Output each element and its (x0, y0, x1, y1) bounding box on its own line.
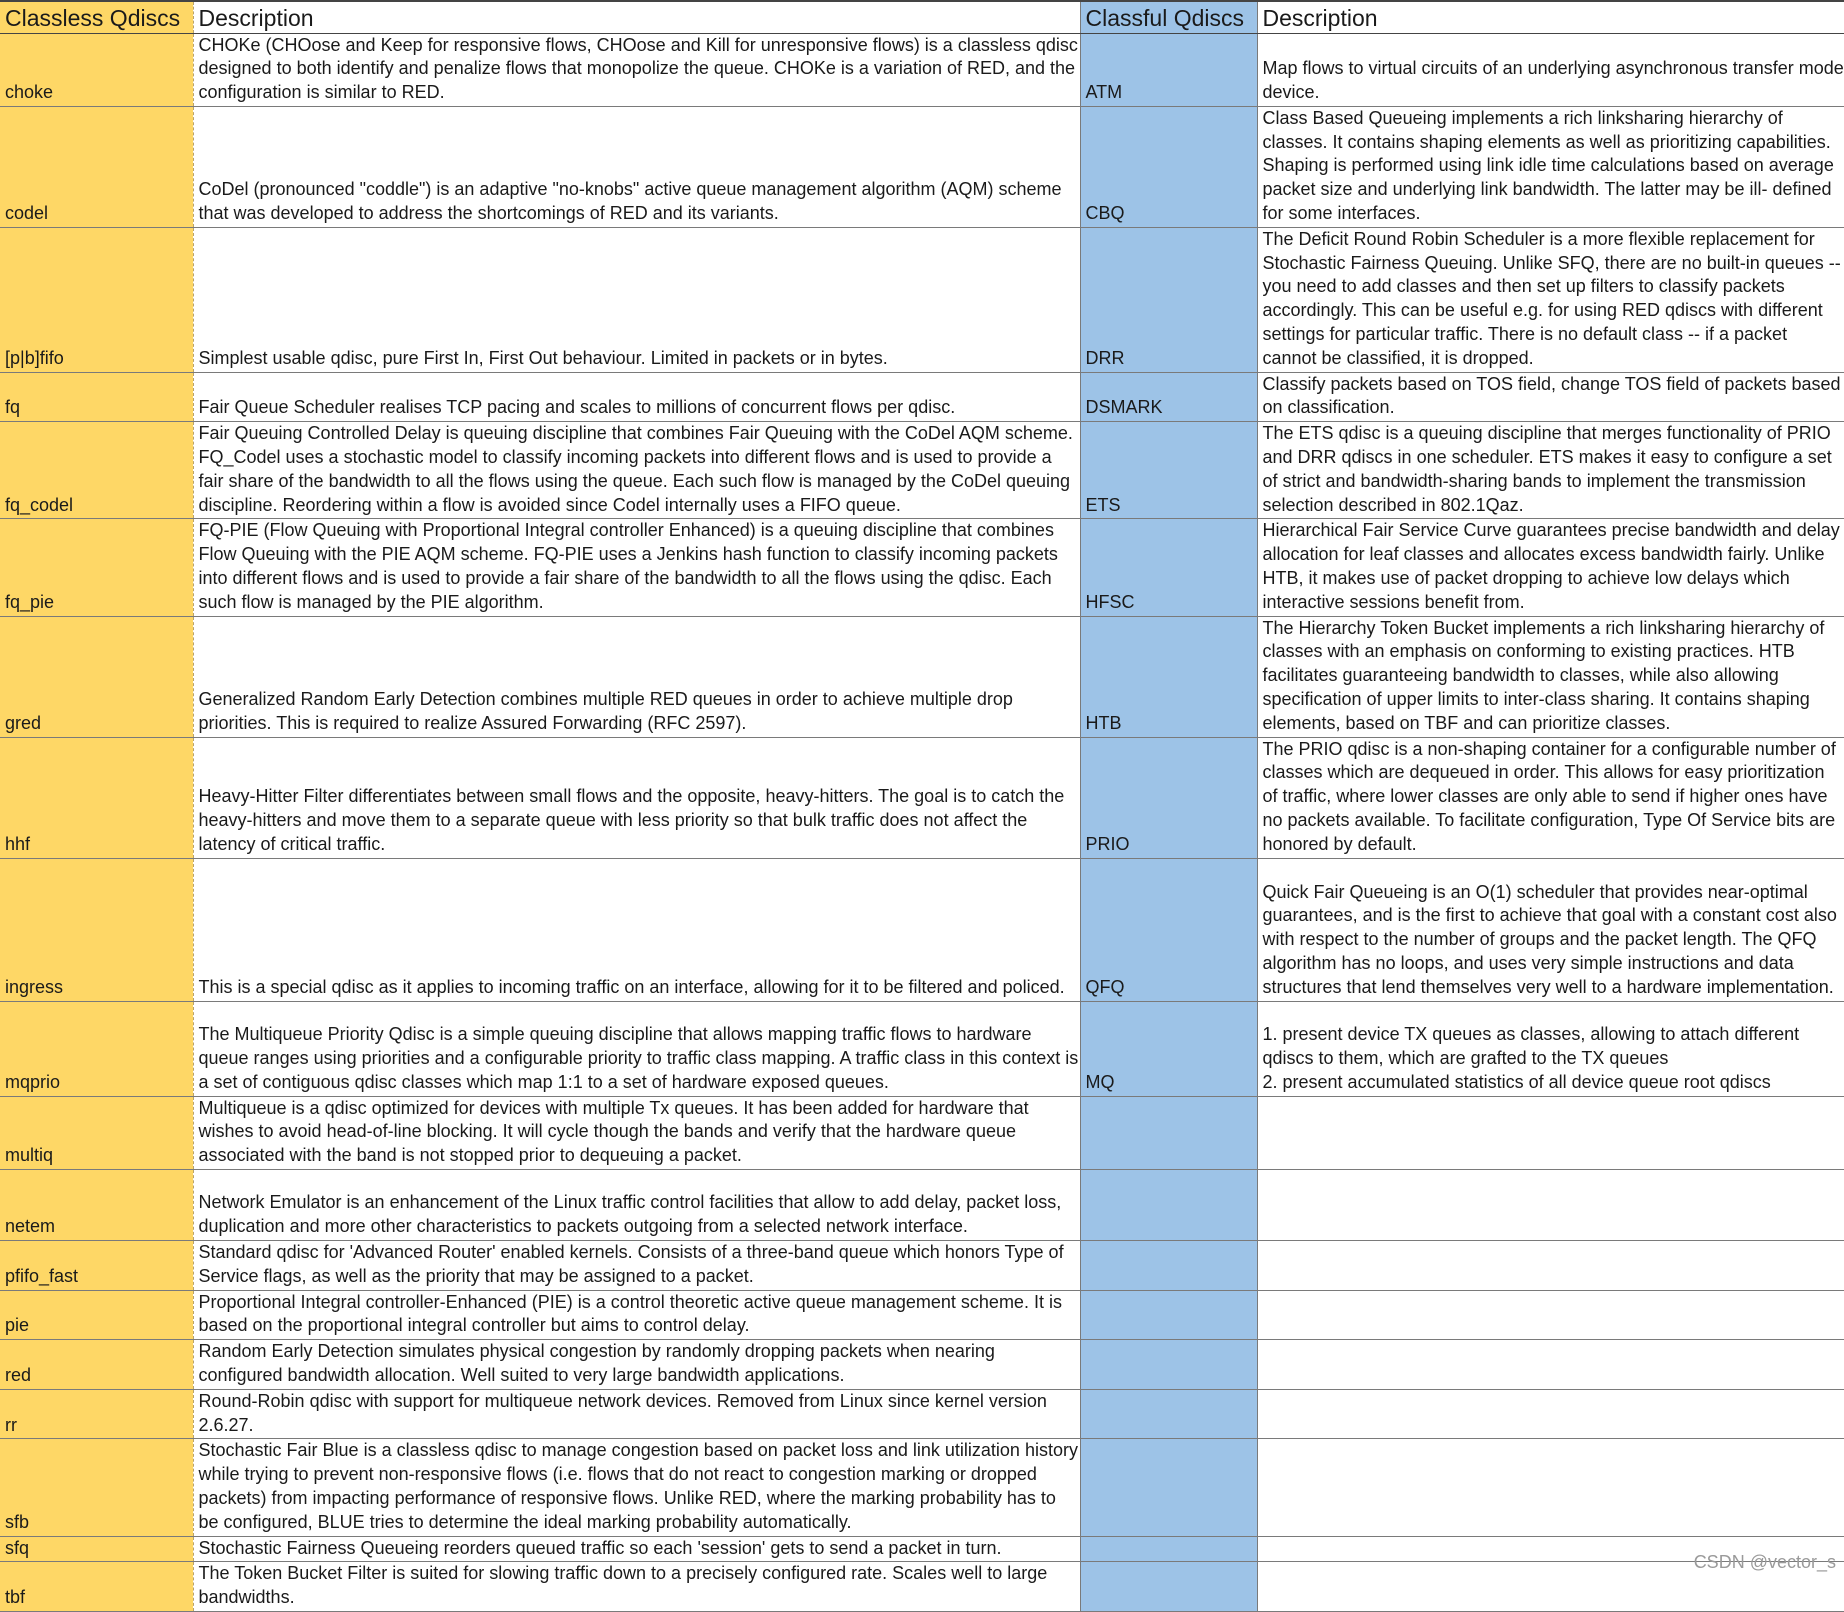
classless-qdisc-name: choke (0, 33, 193, 106)
classful-qdisc-description (1257, 1290, 1844, 1340)
classless-qdisc-description: Generalized Random Early Detection combines multiple RED queues in order to achieve multiple drop priorities. This is required to realize Assured Forwarding (RFC 2597). (193, 616, 1080, 737)
classless-qdisc-name: [p|b]fifo (0, 227, 193, 372)
classless-qdisc-name: pie (0, 1290, 193, 1340)
classful-qdisc-name: PRIO (1080, 737, 1257, 858)
classless-qdisc-name: tbf (0, 1562, 193, 1612)
classful-qdisc-name: QFQ (1080, 858, 1257, 1001)
header-classful-qdiscs: Classful Qdiscs (1080, 1, 1257, 33)
classful-qdisc-description: Map flows to virtual circuits of an underlying asynchronous transfer mode device. (1257, 33, 1844, 106)
classless-qdisc-description: FQ-PIE (Flow Queuing with Proportional Integral controller Enhanced) is a queuing discipline that combines Flow Queuing with the PIE AQM scheme. FQ-PIE uses a Jenkins hash function to classify incoming packets into different flows and is used to provide a fair share of the bandwidth to all the flows using the qdisc. Each such flow is managed by the PIE algorithm. (193, 519, 1080, 616)
table-row (0, 1096, 1844, 1169)
classless-qdisc-name: fq_codel (0, 422, 193, 519)
classful-qdisc-name: MQ (1080, 1001, 1257, 1096)
classless-qdisc-description: The Multiqueue Priority Qdisc is a simple queuing discipline that allows mapping traffic flows to hardware queue ranges using priorities and a configurable priority to traffic class mapping. A traffic class in this context is a set of contiguous qdisc classes which map 1:1 to a set of hardware exposed queues. (193, 1001, 1080, 1096)
table-row (0, 372, 1844, 422)
table-row (0, 33, 1844, 106)
classless-qdisc-name: fq (0, 372, 193, 422)
classful-qdisc-name: HTB (1080, 616, 1257, 737)
classless-qdisc-name: ingress (0, 858, 193, 1001)
table-row (0, 858, 1844, 1001)
table-row (0, 1340, 1844, 1390)
classful-qdisc-name: DRR (1080, 227, 1257, 372)
header-row (0, 1, 1844, 33)
classful-qdisc-description (1257, 1340, 1844, 1390)
table-row (0, 422, 1844, 519)
classless-qdisc-description: Fair Queue Scheduler realises TCP pacing and scales to millions of concurrent flows per qdisc. (193, 372, 1080, 422)
classless-qdisc-name: fq_pie (0, 519, 193, 616)
table-row (0, 1439, 1844, 1536)
classful-qdisc-description: Hierarchical Fair Service Curve guarantees precise bandwidth and delay allocation for leaf classes and allocates excess bandwidth fairly. Unlike HTB, it makes use of packet dropping to achieve low delays which interactive sessions benefit from. (1257, 519, 1844, 616)
classful-qdisc-name (1080, 1290, 1257, 1340)
classful-qdisc-description (1257, 1439, 1844, 1536)
classless-qdisc-description: Simplest usable qdisc, pure First In, First Out behaviour. Limited in packets or in bytes. (193, 227, 1080, 372)
classful-qdisc-name: ATM (1080, 33, 1257, 106)
classful-qdisc-description: Quick Fair Queueing is an O(1) scheduler that provides near-optimal guarantees, and is the first to achieve that goal with a constant cost also with respect to the number of groups and the packet length. The QFQ algorithm has no loops, and uses very simple instructions and data structures that lend themselves very well to a hardware implementation. (1257, 858, 1844, 1001)
classful-qdisc-name (1080, 1169, 1257, 1240)
classful-qdisc-name: HFSC (1080, 519, 1257, 616)
classless-qdisc-description: Proportional Integral controller-Enhanced (PIE) is a control theoretic active queue management scheme. It is based on the proportional integral controller but aims to control delay. (193, 1290, 1080, 1340)
classless-qdisc-description: Fair Queuing Controlled Delay is queuing discipline that combines Fair Queuing with the CoDel AQM scheme. FQ_Codel uses a stochastic model to classify incoming packets into different flows and is used to provide a fair share of the bandwidth to all the flows using the queue. Each such flow is managed by the CoDel queuing discipline. Reordering within a flow is avoided since Codel internally uses a FIFO queue. (193, 422, 1080, 519)
classless-qdisc-name: sfq (0, 1536, 193, 1562)
classful-qdisc-name (1080, 1389, 1257, 1439)
classless-qdisc-description: Heavy-Hitter Filter differentiates between small flows and the opposite, heavy-hitters. The goal is to catch the heavy-hitters and move them to a separate queue with less priority so that bulk traffic does not affect the latency of critical traffic. (193, 737, 1080, 858)
table-row (0, 1389, 1844, 1439)
table-row (0, 1536, 1844, 1562)
classful-qdisc-name (1080, 1439, 1257, 1536)
classless-qdisc-name: sfb (0, 1439, 193, 1536)
classful-qdisc-name (1080, 1562, 1257, 1612)
classful-qdisc-name: ETS (1080, 422, 1257, 519)
classful-qdisc-description (1257, 1001, 1844, 1096)
classless-qdisc-description: This is a special qdisc as it applies to incoming traffic on an interface, allowing for it to be filtered and policed. (193, 858, 1080, 1001)
classless-qdisc-name: multiq (0, 1096, 193, 1169)
classful-qdisc-description (1257, 1096, 1844, 1169)
classful-qdisc-description (1257, 1389, 1844, 1439)
classful-qdisc-name (1080, 1240, 1257, 1290)
classless-qdisc-description: Stochastic Fair Blue is a classless qdisc to manage congestion based on packet loss and link utilization history while trying to prevent non-responsive flows (i.e. flows that do not react to congestion marking or dropped packets) from impacting performance of responsive flows. Unlike RED, where the marking probability has to be configured, BLUE tries to determine the ideal marking probability automatically. (193, 1439, 1080, 1536)
classful-qdisc-description: Class Based Queueing implements a rich linksharing hierarchy of classes. It contains shaping elements as well as prioritizing capabilities. Shaping is performed using link idle time calculations based on average packet size and underlying link bandwidth. The latter may be ill- defined for some interfaces. (1257, 106, 1844, 227)
classless-qdisc-name: gred (0, 616, 193, 737)
classful-qdisc-description: The Deficit Round Robin Scheduler is a more flexible replacement for Stochastic Fairness Queuing. Unlike SFQ, there are no built-in queues -- you need to add classes and then set up filters to classify packets accordingly. This can be useful e.g. for using RED qdiscs with different settings for particular traffic. There is no default class -- if a packet cannot be classified, it is dropped. (1257, 227, 1844, 372)
classful-qdisc-name (1080, 1340, 1257, 1390)
header-classless-qdiscs: Classless Qdiscs (0, 1, 193, 33)
classless-qdisc-name: rr (0, 1389, 193, 1439)
watermark: CSDN @vector_s (1693, 1552, 1836, 1572)
classless-qdisc-name: red (0, 1340, 193, 1390)
classless-qdisc-description: Network Emulator is an enhancement of the Linux traffic control facilities that allow to add delay, packet loss, duplication and more other characteristics to packets outgoing from a selected network interface. (193, 1169, 1080, 1240)
table-row (0, 1240, 1844, 1290)
classless-qdisc-name: netem (0, 1169, 193, 1240)
classful-qdisc-description: The Hierarchy Token Bucket implements a rich linksharing hierarchy of classes with an emphasis on conforming to existing practices. HTB facilitates guaranteeing bandwidth to classes, while also allowing specification of upper limits to inter-class sharing. It contains shaping elements, based on TBF and can prioritize classes. (1257, 616, 1844, 737)
classless-qdisc-name: mqprio (0, 1001, 193, 1096)
classful-qdisc-name (1080, 1536, 1257, 1562)
classless-qdisc-description: CHOKe (CHOose and Keep for responsive flows, CHOose and Kill for unresponsive flows) is a classless qdisc designed to both identify and penalize flows that monopolize the queue. CHOKe is a variation of RED, and the configuration is similar to RED. (193, 33, 1080, 106)
table-row (0, 227, 1844, 372)
classful-qdisc-name: CBQ (1080, 106, 1257, 227)
classless-qdisc-name: pfifo_fast (0, 1240, 193, 1290)
classful-qdisc-description: The PRIO qdisc is a non-shaping container for a configurable number of classes which are dequeued in order. This allows for easy prioritization of traffic, where lower classes are only able to send if higher ones have no packets available. To facilitate configuration, Type Of Service bits are honored by default. (1257, 737, 1844, 858)
table-row (0, 519, 1844, 616)
table-row (0, 1290, 1844, 1340)
classless-qdisc-description: Round-Robin qdisc with support for multiqueue network devices. Removed from Linux since kernel version 2.6.27. (193, 1389, 1080, 1439)
classful-qdisc-description (1257, 1169, 1844, 1240)
classless-qdisc-name: codel (0, 106, 193, 227)
classful-qdisc-name (1080, 1096, 1257, 1169)
classless-qdisc-description: Multiqueue is a qdisc optimized for devices with multiple Tx queues. It has been added for hardware that wishes to avoid head-of-line blocking. It will cycle though the bands and verify that the hardware queue associated with the band is not stopped prior to dequeuing a packet. (193, 1096, 1080, 1169)
classless-qdisc-description: The Token Bucket Filter is suited for slowing traffic down to a precisely configured rate. Scales well to large bandwidths. (193, 1562, 1080, 1612)
classless-qdisc-description: Random Early Detection simulates physical congestion by randomly dropping packets when nearing configured bandwidth allocation. Well suited to very large bandwidth applications. (193, 1340, 1080, 1390)
table-row (0, 1562, 1844, 1612)
header-classless-description: Description (193, 1, 1080, 33)
table-row (0, 1169, 1844, 1240)
classless-qdisc-description: Standard qdisc for 'Advanced Router' enabled kernels. Consists of a three-band queue which honors Type of Service flags, as well as the priority that may be assigned to a packet. (193, 1240, 1080, 1290)
classful-qdisc-description: The ETS qdisc is a queuing discipline that merges functionality of PRIO and DRR qdiscs in one scheduler. ETS makes it easy to configure a set of strict and bandwidth-sharing bands to implement the transmission selection described in 802.1Qaz. (1257, 422, 1844, 519)
classful-qdisc-description: Classify packets based on TOS field, change TOS field of packets based on classification. (1257, 372, 1844, 422)
classless-qdisc-name: hhf (0, 737, 193, 858)
mq-description-line: 1. present device TX queues as classes, allowing to attach different qdiscs to them, which are grafted to the TX queues (1262, 1024, 1800, 1068)
table-row (0, 1001, 1844, 1096)
table-row (0, 737, 1844, 858)
header-classful-description: Description (1257, 1, 1844, 33)
table-row (0, 616, 1844, 737)
classless-qdisc-description: CoDel (pronounced "coddle") is an adaptive "no-knobs" active queue management algorithm (AQM) scheme that was developed to address the shortcomings of RED and its variants. (193, 106, 1080, 227)
classful-qdisc-name: DSMARK (1080, 372, 1257, 422)
mq-description-line: 2. present accumulated statistics of all device queue root qdiscs (1262, 1071, 1771, 1092)
classless-qdisc-description: Stochastic Fairness Queueing reorders queued traffic so each 'session' gets to send a packet in turn. (193, 1536, 1080, 1562)
table-row (0, 106, 1844, 227)
classful-qdisc-description (1257, 1240, 1844, 1290)
